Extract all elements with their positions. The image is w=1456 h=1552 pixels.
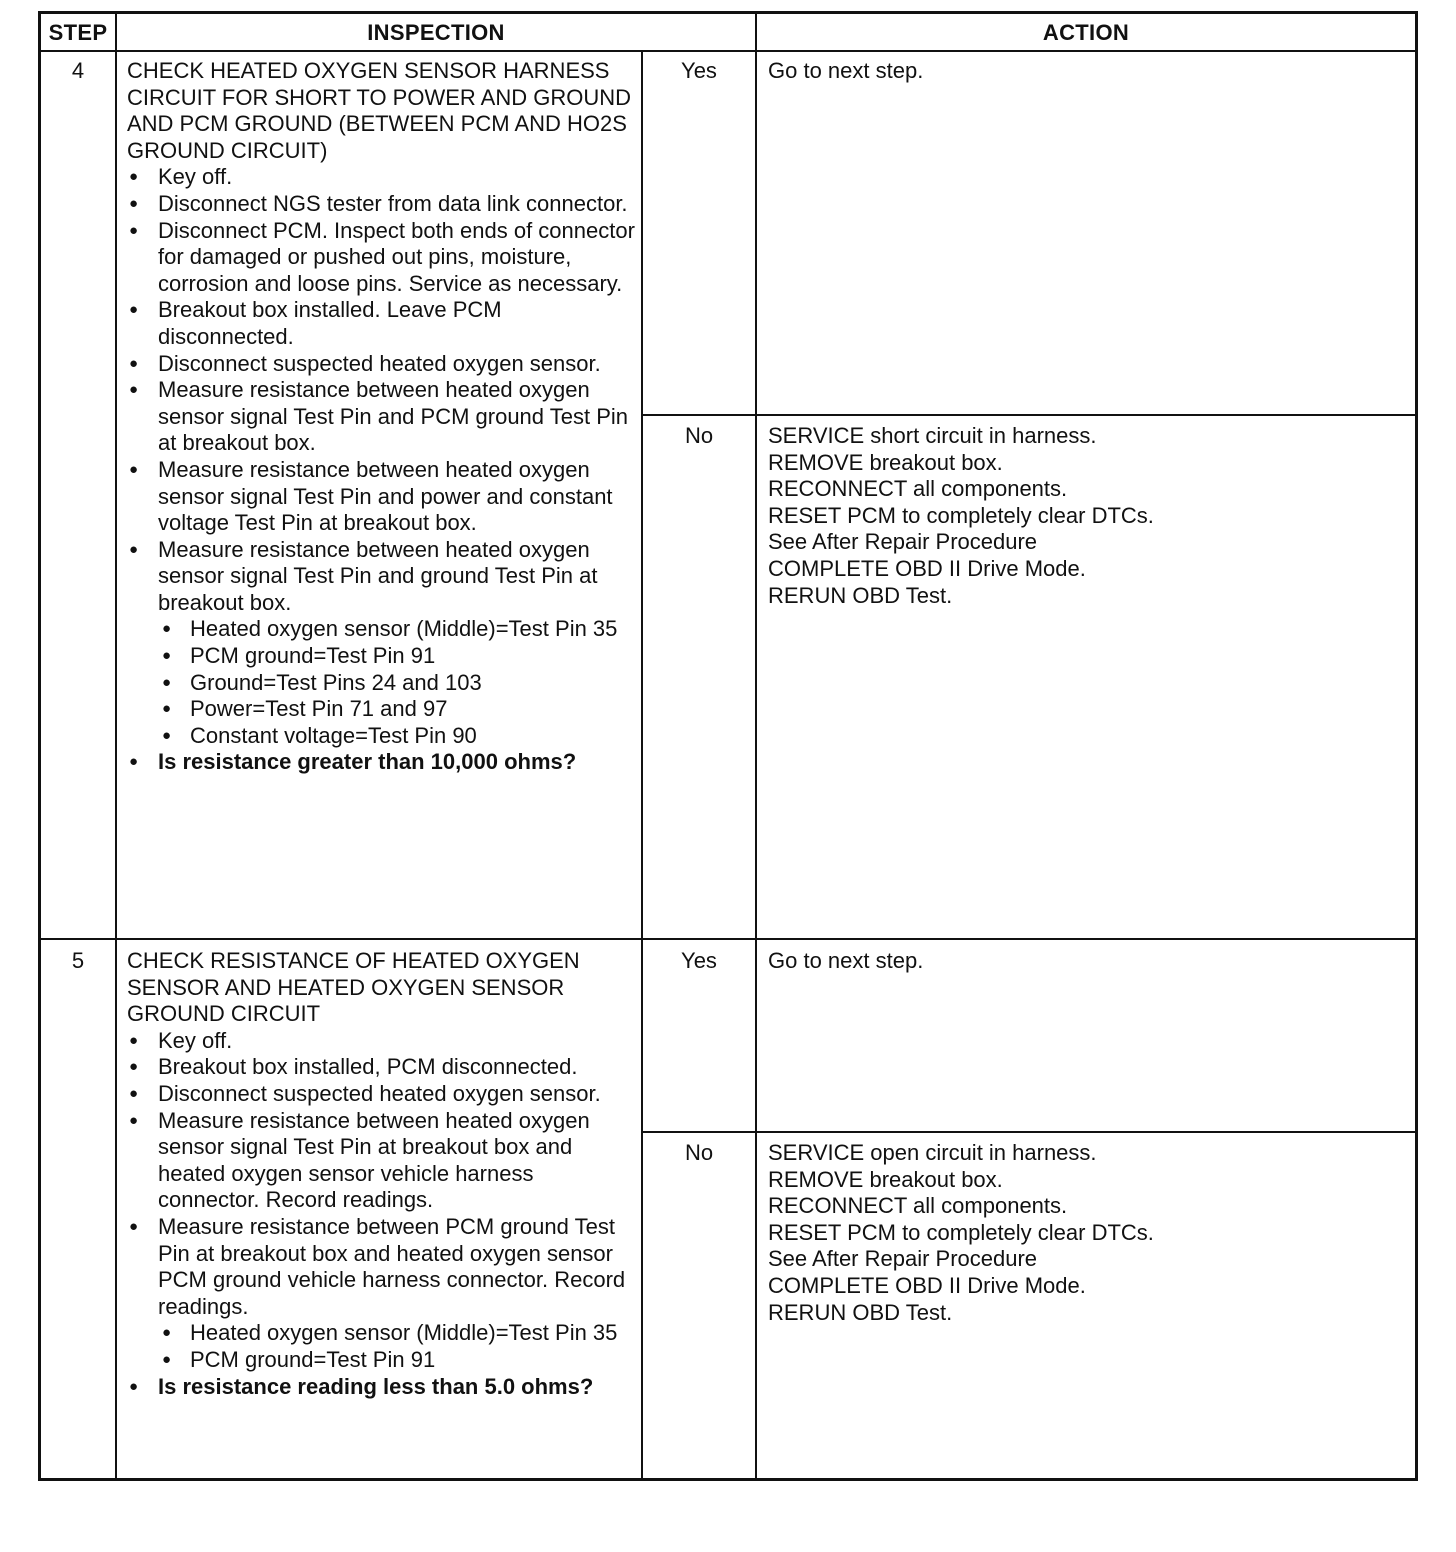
inspection-bullet: ● Disconnect suspected heated oxygen sensor. <box>127 1081 641 1108</box>
action-line: See After Repair Procedure <box>768 529 1038 555</box>
inspection-bullet: ● Measure resistance between heated oxygen sensor signal Test Pin and PCM ground Test Pin at breakout box. <box>127 377 641 457</box>
inspection-bullets <box>127 1028 641 1400</box>
inspection-bullet: ● Breakout box installed, PCM disconnected. <box>127 1054 641 1081</box>
inspection-sub-bullet: ● PCM ground=Test Pin 91 <box>158 1347 641 1374</box>
answer-yes-label: Yes <box>681 58 717 83</box>
action-line: SERVICE short circuit in harness. <box>768 423 1097 448</box>
inspection-bullet: ● Measure resistance between heated oxygen sensor signal Test Pin at breakout box and heated oxygen sensor vehicle harness connector. Record readings. <box>127 1108 641 1214</box>
inspection-bullets <box>127 164 641 776</box>
action-yes <box>768 948 1408 975</box>
inspection-cell <box>127 948 641 1400</box>
inspection-sub-bullet: ● Power=Test Pin 71 and 97 <box>158 696 641 723</box>
inspection-bullet: ● Key off. <box>127 164 641 191</box>
col-divider-step <box>115 14 117 1478</box>
step-number: 4 <box>71 58 85 83</box>
inspection-cell <box>127 58 641 776</box>
row-divider-step5-yes-no <box>641 1131 1415 1133</box>
inspection-title: CHECK RESISTANCE OF HEATED OXYGEN SENSOR AND HEATED OXYGEN SENSOR GROUND CIRCUIT <box>127 948 580 1027</box>
inspection-bullet: ● Disconnect PCM. Inspect both ends of connector for damaged or pushed out pins, moisture, corrosion and loose pins. Service as necessary. <box>127 218 641 298</box>
answer-yes-label: Yes <box>681 948 717 973</box>
inspection-sub-bullets <box>158 1320 641 1373</box>
action-line: RECONNECT all components. <box>768 476 1068 502</box>
inspection-bullet: ● Key off. <box>127 1028 641 1055</box>
action-line: REMOVE breakout box. <box>768 1166 1003 1192</box>
inspection-sub-bullet: ● Constant voltage=Test Pin 90 <box>158 723 641 750</box>
action-line: RECONNECT all components. <box>768 1193 1068 1219</box>
inspection-bullet: Measure resistance between heated oxygen sensor signal Test Pin and ground Test Pin at breakout box. <box>158 536 598 615</box>
header-action: ACTION <box>1042 20 1130 45</box>
inspection-sub-bullet: ● Heated oxygen sensor (Middle)=Test Pin 35 <box>158 616 641 643</box>
action-line: See After Repair Procedure <box>768 1246 1038 1272</box>
action-line: COMPLETE OBD II Drive Mode. <box>768 555 1086 581</box>
action-line: RERUN OBD Test. <box>768 1299 953 1325</box>
step-number: 5 <box>71 948 85 973</box>
inspection-bullet: ● Disconnect suspected heated oxygen sensor. <box>127 351 641 378</box>
diagnostic-table <box>38 11 1418 1481</box>
col-divider-action <box>755 14 757 1478</box>
inspection-title: CHECK HEATED OXYGEN SENSOR HARNESS CIRCUIT FOR SHORT TO POWER AND GROUND AND PCM GROUND (BETWEEN PCM AND HO2S GROUND CIRCUIT) <box>127 58 632 163</box>
inspection-bullet: ● Breakout box installed. Leave PCM disconnected. <box>127 297 641 350</box>
answer-no-label: No <box>684 423 714 448</box>
inspection-question: ● Is resistance greater than 10,000 ohms? <box>127 749 641 776</box>
action-line: RESET PCM to completely clear DTCs. <box>768 502 1154 528</box>
action-line: SERVICE open circuit in harness. <box>768 1140 1097 1165</box>
action-no <box>768 423 1408 609</box>
action-yes <box>768 58 1408 85</box>
inspection-question: ● Is resistance reading less than 5.0 ohms? <box>127 1374 641 1401</box>
inspection-bullet: ● Disconnect NGS tester from data link connector. <box>127 191 641 218</box>
inspection-sub-bullet: ● Heated oxygen sensor (Middle)=Test Pin 35 <box>158 1320 641 1347</box>
row-divider-step4-step5 <box>41 938 1415 940</box>
inspection-bullet: ● Measure resistance between heated oxygen sensor signal Test Pin and power and constant voltage Test Pin at breakout box. <box>127 457 641 537</box>
header-inspection: INSPECTION <box>367 20 505 45</box>
action-line: RESET PCM to completely clear DTCs. <box>768 1219 1154 1245</box>
action-line: REMOVE breakout box. <box>768 449 1003 475</box>
col-divider-inspection <box>641 52 643 1478</box>
inspection-bullet-group <box>127 537 641 750</box>
inspection-bullet: Measure resistance between PCM ground Test Pin at breakout box and heated oxygen sensor PCM ground vehicle harness connector. Record readings. <box>158 1213 626 1319</box>
inspection-sub-bullet: ● PCM ground=Test Pin 91 <box>158 643 641 670</box>
inspection-sub-bullets <box>158 616 641 749</box>
row-divider-step4-yes-no <box>641 414 1415 416</box>
header-step: STEP <box>48 20 108 45</box>
action-line: Go to next step. <box>768 58 924 83</box>
action-line: Go to next step. <box>768 948 924 973</box>
action-line: RERUN OBD Test. <box>768 582 953 608</box>
inspection-sub-bullet: ● Ground=Test Pins 24 and 103 <box>158 670 641 697</box>
action-no <box>768 1140 1408 1326</box>
answer-no-label: No <box>684 1140 714 1165</box>
action-line: COMPLETE OBD II Drive Mode. <box>768 1272 1086 1298</box>
inspection-bullet-group <box>127 1214 641 1374</box>
